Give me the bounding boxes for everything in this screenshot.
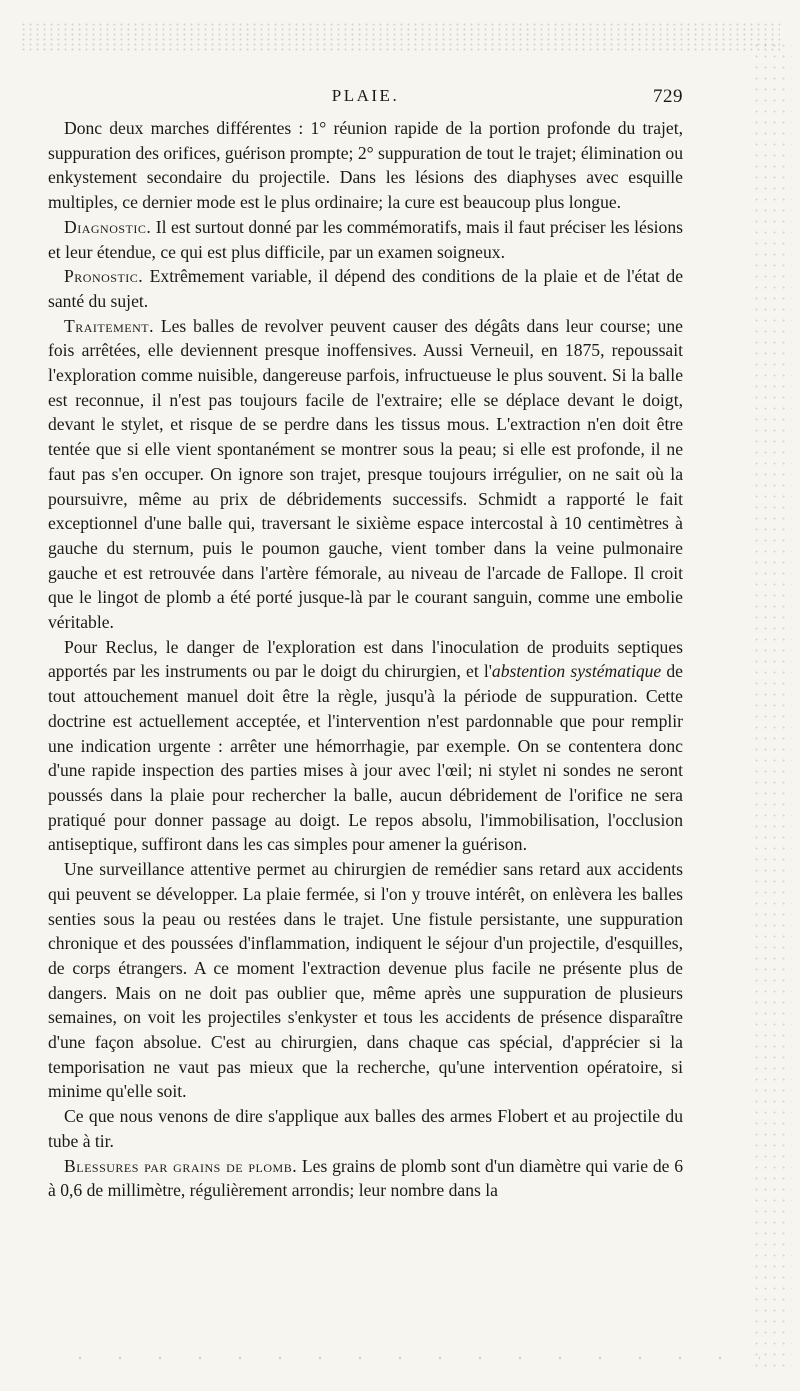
paragraph-text: Il est surtout donné par les commémoratifs, mais il faut préciser les lésions et leur étendue, ce qui est plus difficile, par un examen soigneux. <box>48 216 683 262</box>
italic-term: abstention systématique <box>491 661 662 682</box>
paragraph-pronostic <box>48 264 683 313</box>
paragraph-flobert <box>48 1104 683 1153</box>
paragraph-text: Une surveillance attentive permet au chirurgien de remédier sans retard aux accidents qui peuvent se développer. La plaie fermée, si l'on y trouve intérêt, on enlèvera les balles senties sous la peau ou restées dans le trajet. Une fistule persistante, une suppuration chronique et des poussées d'inflammation, indiquent le séjour d'un projectile, d'esquilles, de corps étrangers. A ce moment l'extraction devenue plus facile ne présente plus de dangers. Mais on ne doit pas oublier que, même après une suppuration de plusieurs semaines, on voit les projectiles s'enkyster et tous les accidents de présence disparaître d'une façon absolue. C'est au chirurgien, dans chaque cas spécial, d'apprécier si la temporisation ne vaut pas mieux que la recherche, qu'une intervention opératoire, si minime qu'elle soit. <box>48 859 683 1102</box>
paragraph-reclus <box>48 635 683 857</box>
scan-noise-top <box>20 22 780 52</box>
page-number: 729 <box>653 86 683 107</box>
paragraph-text: Donc deux marches différentes : 1° réunion rapide de la portion profonde du trajet, suppuration des orifices, guérison prompte; 2° suppuration de tout le trajet; élimination ou enkystement secondaire du projectile. Dans les lésions des diaphyses avec esquille multiples, ce dernier mode est le plus ordinaire; la cure est beaucoup plus longue. <box>48 118 683 213</box>
paragraph-text: Les grains de plomb sont d'un diamètre qui varie de 6 à 0,6 de millimètre, régulièrement arrondis; leur nombre dans la <box>48 1155 683 1201</box>
paragraph-traitement <box>48 314 683 635</box>
scan-noise-right-margin <box>752 40 792 1370</box>
paragraph-grains-de-plomb <box>48 1154 683 1203</box>
paragraph-marches <box>48 116 683 215</box>
section-lead-pronostic: Pronostic. <box>64 266 144 287</box>
paragraph-text: de tout attouchement manuel doit être la règle, jusqu'à la période de suppuration. Cette doctrine est actuellement acceptée, et l'intervention n'est pardonnable que pour remplir une indication urgente : arrêter une hémorrhagie, par exemple. On se contentera donc d'une rapide inspection des parties mises à jour avec l'œil; ni stylet ni sondes ne seront poussés dans la plaie pour rechercher la balle, aucun débridement de l'orifice ne sera pratiqué pour donner passage au doigt. Le repos absolu, l'immobilisation, l'occlusion antiseptique, suffiront dans les cas simples pour amener la guérison. <box>48 661 683 855</box>
paragraph-text: Pour Reclus, le danger de l'exploration est dans l'inoculation de produits septiques apportés par les instruments ou par le doigt du chirurgien, et l' <box>48 636 683 682</box>
paragraph-surveillance <box>48 857 683 1104</box>
scan-noise-bottom <box>60 1355 760 1361</box>
section-lead-traitement: Traitement. <box>64 315 154 336</box>
running-title: PLAIE. <box>331 86 400 105</box>
section-lead-diagnostic: Diagnostic. <box>64 216 152 237</box>
paragraph-text: Extrêmement variable, il dépend des conditions de la plaie et de l'état de santé du sujet. <box>48 266 683 311</box>
paragraph-text: Ce que nous venons de dire s'applique aux balles des armes Flobert et au projectile du tube à tir. <box>48 1106 683 1151</box>
section-lead-blessures: Blessures par grains de plomb. <box>64 1155 298 1176</box>
page-header <box>48 86 683 110</box>
paragraph-diagnostic <box>48 215 683 264</box>
body-text <box>48 116 683 1203</box>
paragraph-text: Les balles de revolver peuvent causer des dégâts dans leur course; une fois arrêtées, elle deviennent presque inoffensives. Aussi Verneuil, en 1875, repoussait l'exploration comme nuisible, dangereuse parfois, infructueuse le plus souvent. Si la balle est reconnue, il n'est pas toujours facile de l'extraire; elle se déplace devant le doigt, devant le stylet, et risque de se perdre dans les tissus mous. L'extraction n'en doit être tentée que si elle vient spontanément se montrer sous la peau; si elle est profonde, il ne faut pas s'en occuper. On ignore son trajet, presque toujours irrégulier, on ne sait où la poursuivre, même au prix de débridements successifs. Schmidt a rapporté le fait exceptionnel d'une balle qui, traversant le sixième espace intercostal à 10 centimètres à gauche du sternum, puis le poumon gauche, vient tomber dans la veine pulmonaire gauche et est retrouvée dans l'artère fémorale, au niveau de l'arcade de Fallope. Il croit que le lingot de plomb a été porté jusque-là par le courant sanguin, comme une embolie véritable. <box>48 315 683 633</box>
